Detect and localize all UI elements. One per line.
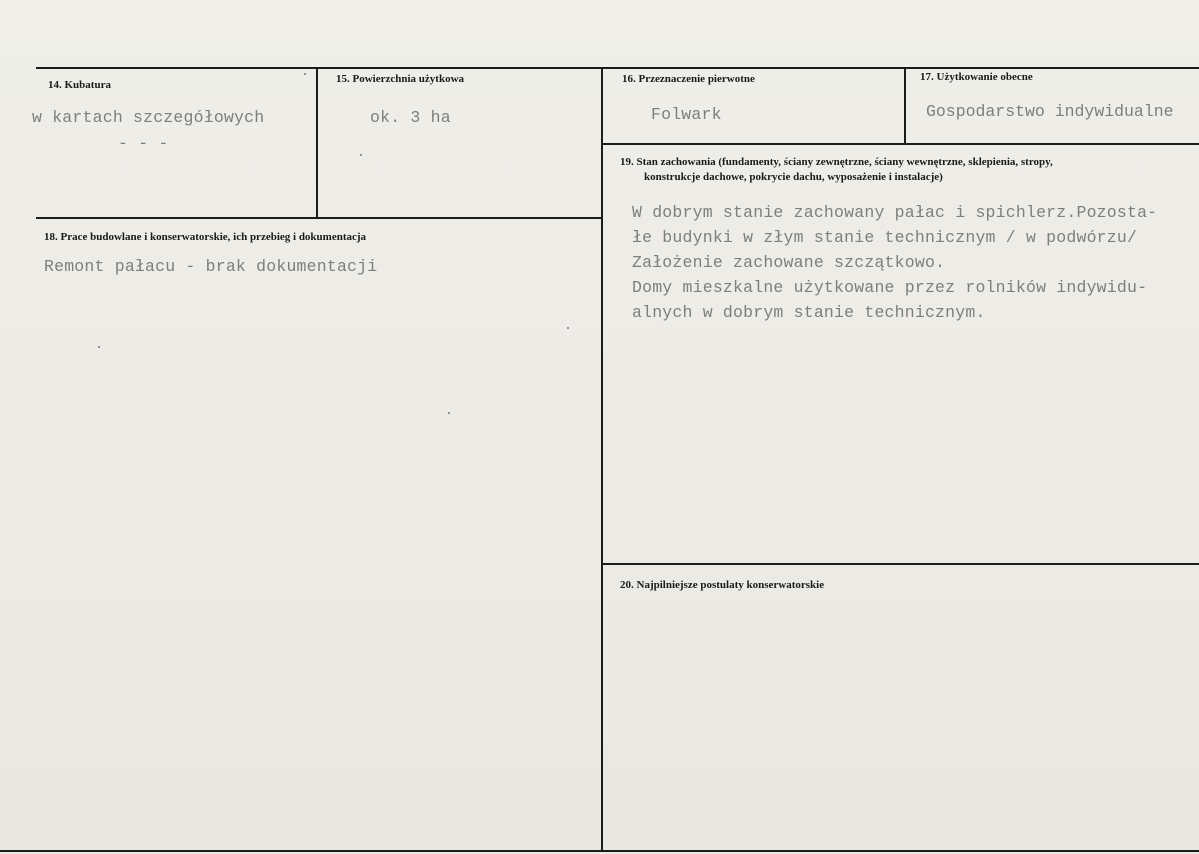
field-15-value: ok. 3 ha	[370, 108, 451, 127]
rule-under-field-16-17	[603, 143, 1199, 145]
divider-15	[316, 67, 318, 219]
paper-speck	[98, 346, 100, 348]
field-19-line: Założenie zachowane szczątkowo.	[632, 253, 946, 272]
field-19-line: alnych w dobrym stanie technicznym.	[632, 303, 986, 322]
paper-speck	[360, 154, 362, 156]
field-17-value: Gospodarstwo indywidualne	[926, 102, 1174, 121]
divider-17	[904, 67, 906, 144]
top-rule	[36, 67, 1199, 69]
field-20-label: 20. Najpilniejsze postulaty konserwatorskie	[620, 579, 825, 591]
field-19-text	[632, 200, 1157, 325]
field-15-label: 15. Powierzchnia użytkowa	[336, 73, 465, 85]
field-16-value: Folwark	[651, 105, 722, 124]
field-14-label: 14. Kubatura	[48, 79, 111, 91]
field-19-line: W dobrym stanie zachowany pałac i spichlerz.Pozosta-	[632, 203, 1158, 222]
field-14-dashes: - - -	[118, 134, 169, 153]
field-19-line: Domy mieszkalne użytkowane przez rolników indywidu-	[632, 278, 1148, 297]
paper-speck	[304, 73, 306, 75]
divider-16	[601, 67, 603, 852]
paper-speck	[448, 412, 450, 414]
field-18-label: 18. Prace budowlane i konserwatorskie, ich przebieg i dokumentacja	[44, 231, 367, 243]
field-14-value: w kartach szczegółowych	[32, 108, 265, 127]
field-17-label: 17. Użytkowanie obecne	[920, 71, 1033, 83]
field-16-label: 16. Przeznaczenie pierwotne	[622, 73, 755, 85]
field-19-line: łe budynki w złym stanie technicznym / w podwórzu/	[632, 228, 1138, 247]
field-19-label-line2: konstrukcje dachowe, pokrycie dachu, wyposażenie i instalacje)	[644, 171, 943, 183]
paper-speck	[567, 327, 569, 329]
rule-under-field-19	[603, 563, 1199, 565]
field-18-value: Remont pałacu - brak dokumentacji	[44, 257, 378, 276]
rule-under-field-14-15	[36, 217, 603, 219]
field-19-label-line1: 19. Stan zachowania (fundamenty, ściany zewnętrzne, ściany wewnętrzne, sklepienia, stropy,	[620, 156, 1053, 168]
bottom-rule	[0, 850, 1199, 852]
